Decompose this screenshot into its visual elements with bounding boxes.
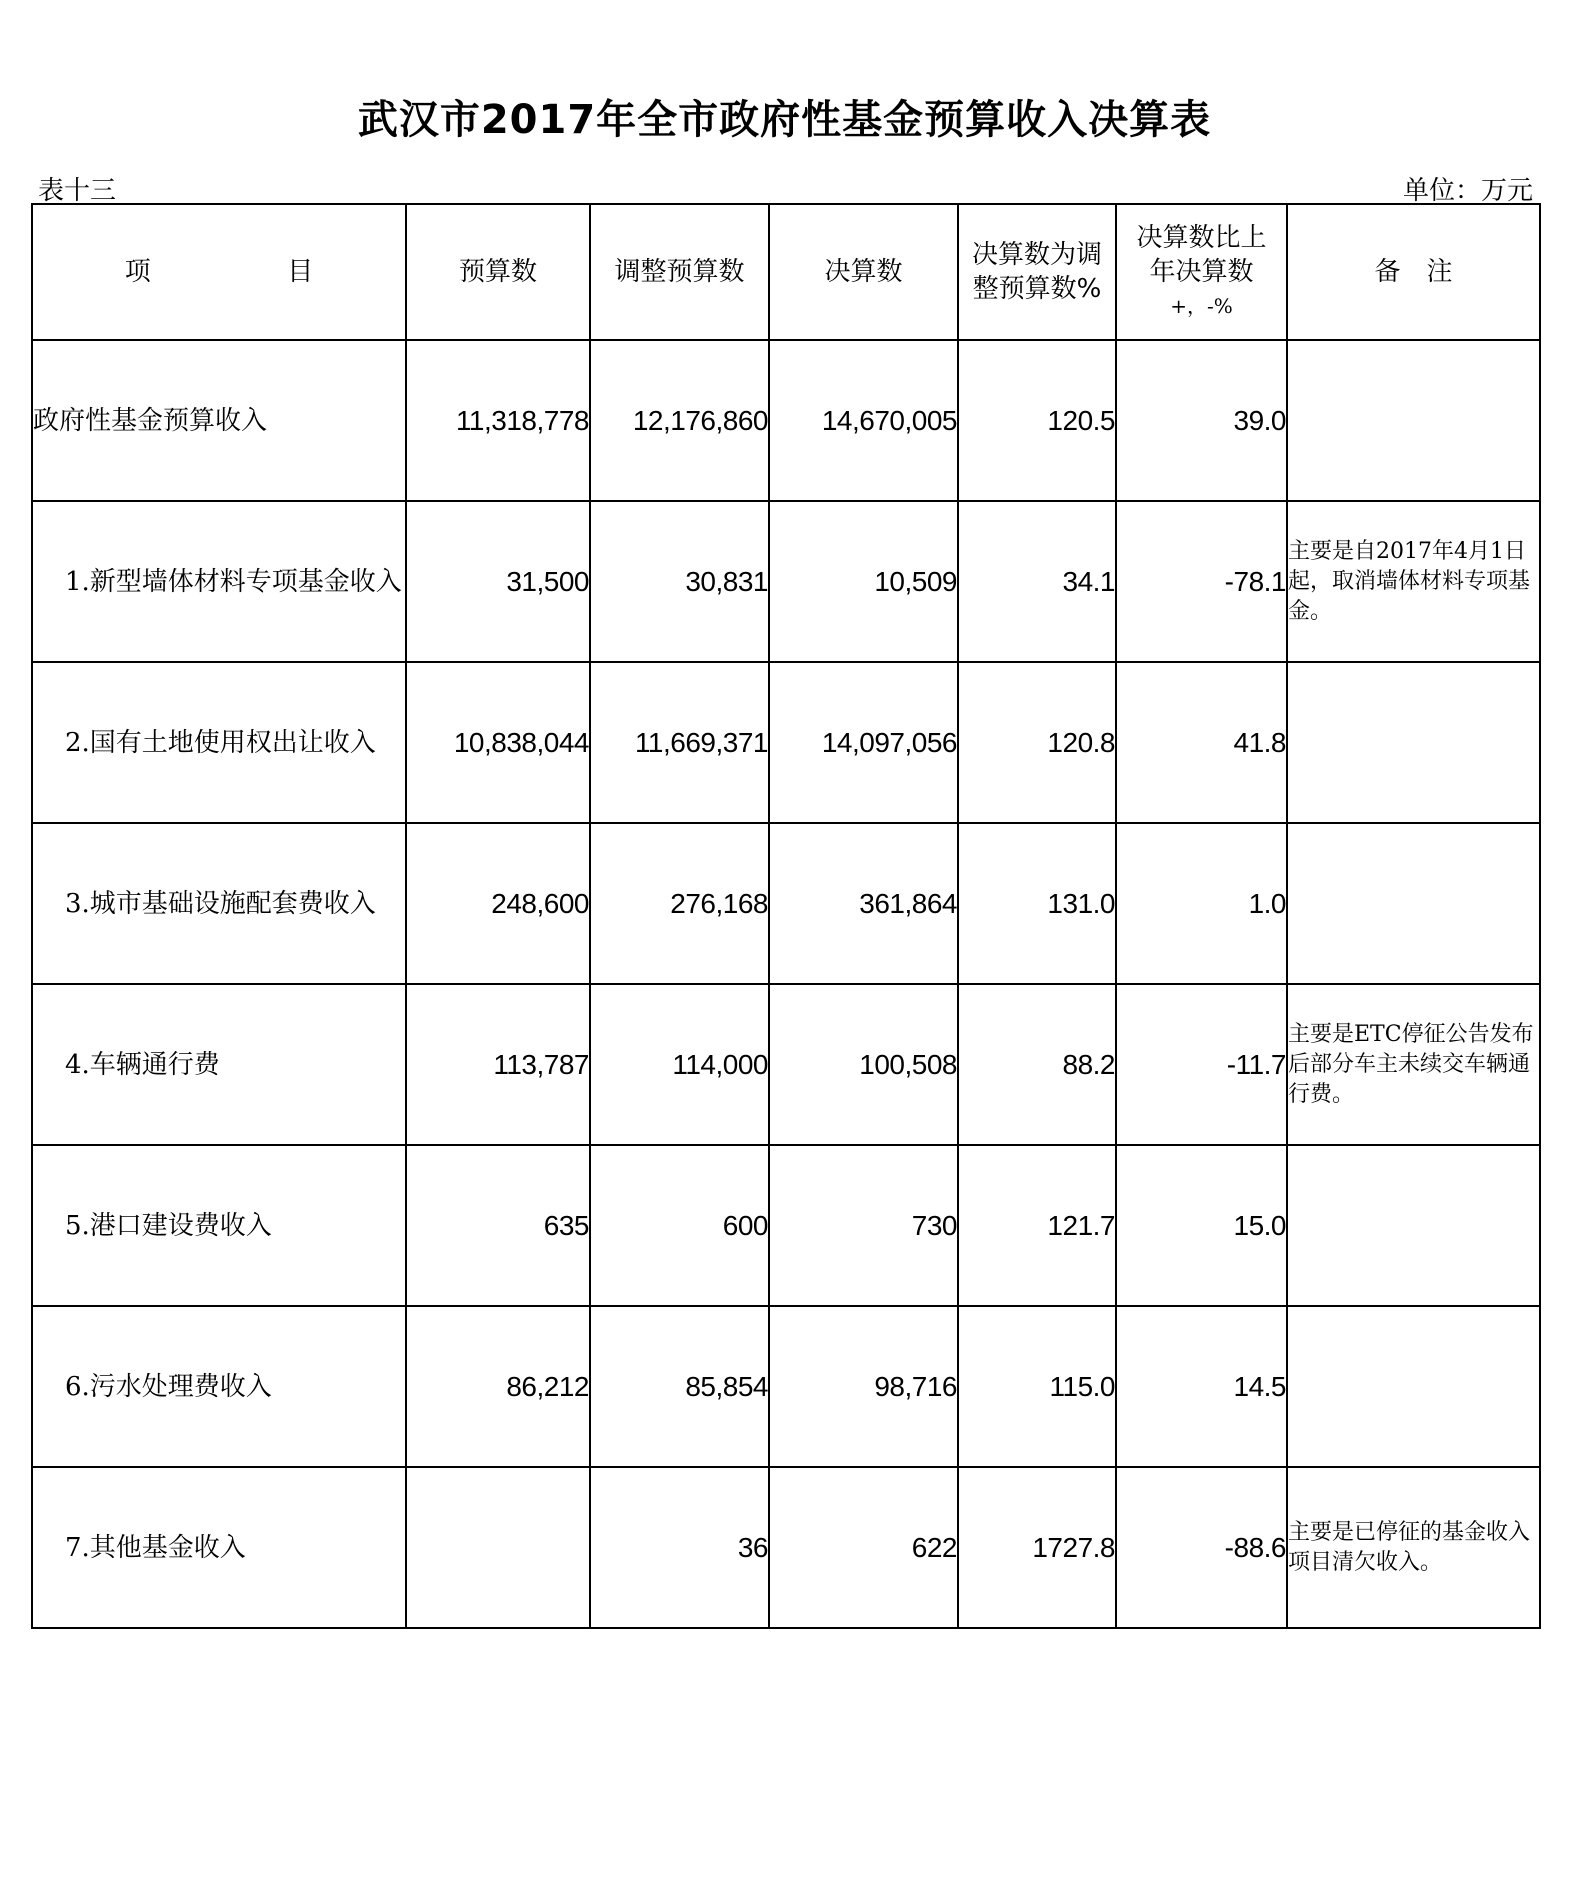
row-item [32, 1306, 406, 1467]
row-item [32, 984, 406, 1145]
header-yoy-line2: 年决算数 [1149, 257, 1254, 287]
header-item [32, 204, 406, 340]
table-row [32, 662, 1540, 823]
row-pct: 1727.8 [958, 1467, 1116, 1628]
row-budget: 31,500 [406, 501, 590, 662]
row-yoy: 39.0 [1116, 340, 1287, 501]
row-adjusted: 11,669,371 [590, 662, 769, 823]
header-yoy [1116, 204, 1287, 340]
row-final: 361,864 [769, 823, 958, 984]
row-adjusted: 600 [590, 1145, 769, 1306]
row-item [32, 823, 406, 984]
budget-table [31, 203, 1541, 1629]
row-pct: 120.5 [958, 340, 1116, 501]
header-yoy-line1: 决算数比上 [1136, 223, 1267, 253]
row-budget: 248,600 [406, 823, 590, 984]
header-row [32, 204, 1540, 340]
row-note: 主要是已停征的基金收入项目清欠收入。 [1287, 1467, 1540, 1628]
row-final: 14,670,005 [769, 340, 958, 501]
header-pct-line1: 决算数为调 [971, 240, 1102, 270]
header-budget: 预算数 [406, 204, 590, 340]
row-item-text: 1.新型墙体材料专项基金收入 [65, 566, 402, 597]
row-final: 730 [769, 1145, 958, 1306]
row-final: 98,716 [769, 1306, 958, 1467]
row-item [32, 501, 406, 662]
row-pct: 131.0 [958, 823, 1116, 984]
row-pct: 115.0 [958, 1306, 1116, 1467]
row-yoy: -11.7 [1116, 984, 1287, 1145]
header-pct-line2: 整预算数% [972, 274, 1102, 304]
table-row [32, 984, 1540, 1145]
header-pct-of-adjusted [958, 204, 1116, 340]
row-item-text: 4.车辆通行费 [65, 1049, 220, 1080]
row-budget: 113,787 [406, 984, 590, 1145]
row-pct: 120.8 [958, 662, 1116, 823]
row-final: 14,097,056 [769, 662, 958, 823]
row-item [32, 662, 406, 823]
row-final: 622 [769, 1467, 958, 1628]
row-budget [406, 1467, 590, 1628]
row-adjusted: 36 [590, 1467, 769, 1628]
row-pct: 88.2 [958, 984, 1116, 1145]
row-note [1287, 1145, 1540, 1306]
row-budget: 11,318,778 [406, 340, 590, 501]
row-note: 主要是ETC停征公告发布后部分车主未续交车辆通行费。 [1287, 984, 1540, 1145]
table-row [32, 1145, 1540, 1306]
row-yoy: -88.6 [1116, 1467, 1287, 1628]
row-adjusted: 12,176,860 [590, 340, 769, 501]
row-yoy: 14.5 [1116, 1306, 1287, 1467]
row-budget: 10,838,044 [406, 662, 590, 823]
row-item-text: 3.城市基础设施配套费收入 [65, 888, 376, 919]
row-item-text: 5.港口建设费收入 [65, 1210, 272, 1241]
row-note [1287, 662, 1540, 823]
page-title: 武汉市2017年全市政府性基金预算收入决算表 [357, 97, 1212, 143]
row-note [1287, 340, 1540, 501]
row-adjusted: 114,000 [590, 984, 769, 1145]
row-yoy: -78.1 [1116, 501, 1287, 662]
row-yoy: 1.0 [1116, 823, 1287, 984]
header-item-left: 项 [124, 257, 151, 287]
row-yoy: 15.0 [1116, 1145, 1287, 1306]
header-item-right: 目 [287, 257, 314, 287]
row-yoy: 41.8 [1116, 662, 1287, 823]
row-note [1287, 823, 1540, 984]
table-row [32, 501, 1540, 662]
row-note: 主要是自2017年4月1日起，取消墙体材料专项基金。 [1287, 501, 1540, 662]
header-final: 决算数 [769, 204, 958, 340]
row-item-text: 7.其他基金收入 [65, 1532, 246, 1563]
row-adjusted: 30,831 [590, 501, 769, 662]
unit-label: 单位：万元 [1402, 176, 1533, 206]
table-row [32, 823, 1540, 984]
row-adjusted: 276,168 [590, 823, 769, 984]
row-item-text: 6.污水处理费收入 [65, 1371, 272, 1402]
table-row [32, 1306, 1540, 1467]
table-number-label: 表十三 [38, 176, 117, 206]
row-item: 政府性基金预算收入 [32, 340, 406, 501]
table-row [32, 1467, 1540, 1628]
row-final: 100,508 [769, 984, 958, 1145]
header-adjusted: 调整预算数 [590, 204, 769, 340]
table-row [32, 340, 1540, 501]
header-yoy-line3: +，-% [1170, 294, 1233, 318]
row-final: 10,509 [769, 501, 958, 662]
row-item [32, 1145, 406, 1306]
row-note [1287, 1306, 1540, 1467]
row-adjusted: 85,854 [590, 1306, 769, 1467]
row-pct: 121.7 [958, 1145, 1116, 1306]
header-note: 备 注 [1287, 204, 1540, 340]
row-item-text: 2.国有土地使用权出让收入 [65, 727, 376, 758]
row-pct: 34.1 [958, 501, 1116, 662]
row-budget: 86,212 [406, 1306, 590, 1467]
row-item [32, 1467, 406, 1628]
row-budget: 635 [406, 1145, 590, 1306]
